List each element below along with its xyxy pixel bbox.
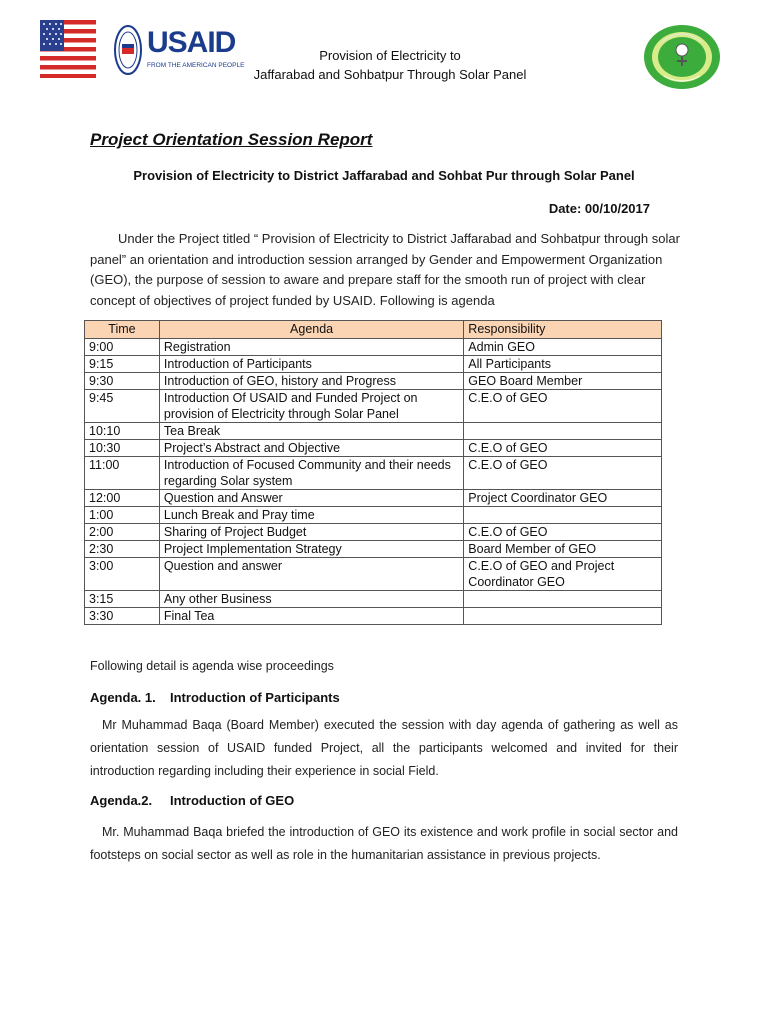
cell-responsibility: GEO Board Member [464, 373, 662, 390]
cell-time: 10:30 [85, 440, 160, 457]
cell-agenda: Sharing of Project Budget [159, 524, 463, 541]
cell-agenda: Introduction of Focused Community and their needs regarding Solar system [159, 457, 463, 490]
cell-responsibility: All Participants [464, 356, 662, 373]
cell-agenda: Any other Business [159, 591, 463, 608]
cell-time: 9:45 [85, 390, 160, 423]
header-title [240, 46, 540, 84]
cell-agenda: Project Implementation Strategy [159, 541, 463, 558]
table-row [85, 339, 662, 356]
table-row [85, 373, 662, 390]
section-heading-1 [90, 690, 340, 705]
cell-responsibility [464, 608, 662, 625]
section-heading-2 [90, 793, 294, 808]
report-date: Date: 00/10/2017 [548, 201, 650, 216]
cell-time: 9:30 [85, 373, 160, 390]
report-title: Project Orientation Session Report [90, 130, 373, 149]
cell-responsibility: Board Member of GEO [464, 541, 662, 558]
cell-agenda: Project’s Abstract and Objective [159, 440, 463, 457]
table-row [85, 390, 662, 423]
section-number: Agenda. 1. [90, 690, 156, 705]
intro-paragraph [90, 229, 680, 311]
cell-responsibility: C.E.O of GEO [464, 524, 662, 541]
us-flag-logo [40, 20, 96, 78]
cell-time: 11:00 [85, 457, 160, 490]
cell-responsibility [464, 591, 662, 608]
report-subtitle: Provision of Electricity to District Jaffarabad and Sohbat Pur through Solar Panel [133, 168, 635, 183]
usaid-seal-icon [113, 22, 143, 78]
table-row [85, 490, 662, 507]
table-row [85, 558, 662, 591]
cell-time: 2:30 [85, 541, 160, 558]
section-title: Introduction of Participants [170, 690, 340, 705]
table-row [85, 524, 662, 541]
header-title-line2: Jaffarabad and Sohbatpur Through Solar Panel [253, 67, 527, 82]
cell-responsibility: Admin GEO [464, 339, 662, 356]
section-body-2: Mr. Muhammad Baqa briefed the introduction of GEO its existence and work profile in social sector and footsteps on social sector as well as role in the humanitarian assistance in previous projects. [90, 825, 678, 862]
cell-responsibility: Project Coordinator GEO [464, 490, 662, 507]
usaid-tagline: FROM THE AMERICAN PEOPLE [147, 62, 245, 69]
section-body-1: Mr Muhammad Baqa (Board Member) executed the session with day agenda of gathering as well as orientation session of USAID funded Project, all the participants welcomed and invited for their introduction regarding including their experience in social Field. [90, 718, 678, 778]
section-title: Introduction of GEO [170, 793, 295, 808]
cell-time: 1:00 [85, 507, 160, 524]
table-row [85, 541, 662, 558]
cell-responsibility: C.E.O of GEO [464, 440, 662, 457]
agenda-table [84, 320, 662, 625]
table-row [85, 356, 662, 373]
cell-agenda: Introduction of Participants [159, 356, 463, 373]
table-header-responsibility: Responsibility [464, 321, 662, 339]
table-row [85, 440, 662, 457]
cell-responsibility: C.E.O of GEO and Project Coordinator GEO [464, 558, 662, 591]
cell-agenda: Question and Answer [159, 490, 463, 507]
table-row [85, 591, 662, 608]
usaid-logo [113, 22, 245, 78]
table-row [85, 457, 662, 490]
cell-time: 3:30 [85, 608, 160, 625]
page-header [0, 0, 768, 100]
cell-time: 3:00 [85, 558, 160, 591]
cell-time: 12:00 [85, 490, 160, 507]
cell-agenda: Introduction of GEO, history and Progress [159, 373, 463, 390]
header-title-line1: Provision of Electricity to [319, 48, 461, 63]
section-number: Agenda.2. [90, 793, 153, 808]
cell-agenda: Introduction Of USAID and Funded Project on provision of Electricity through Solar Panel [159, 390, 463, 423]
cell-time: 2:00 [85, 524, 160, 541]
cell-responsibility: C.E.O of GEO [464, 457, 662, 490]
table-row [85, 608, 662, 625]
cell-time: 9:15 [85, 356, 160, 373]
cell-agenda: Registration [159, 339, 463, 356]
table-row [85, 423, 662, 440]
table-header-row [85, 321, 662, 339]
cell-responsibility [464, 507, 662, 524]
geo-logo [642, 24, 722, 90]
cell-time: 9:00 [85, 339, 160, 356]
intro-text: Under the Project titled “ Provision of Electricity to District Jaffarabad and Sohbatpur through solar panel” an orientation and introduction session arranged by Gender and Empowerment Organization (GEO), the purpose of session to aware and prepare staff for the smooth run of project with clear concept of objectives of project funded by USAID. Following is agenda [90, 231, 680, 308]
usaid-wordmark: USAID [147, 26, 236, 59]
cell-time: 3:15 [85, 591, 160, 608]
table-row [85, 507, 662, 524]
cell-agenda: Final Tea [159, 608, 463, 625]
cell-responsibility [464, 423, 662, 440]
cell-agenda: Question and answer [159, 558, 463, 591]
cell-agenda: Tea Break [159, 423, 463, 440]
cell-responsibility: C.E.O of GEO [464, 390, 662, 423]
cell-time: 10:10 [85, 423, 160, 440]
cell-agenda: Lunch Break and Pray time [159, 507, 463, 524]
table-header-agenda: Agenda [159, 321, 463, 339]
following-text: Following detail is agenda wise proceedings [90, 659, 334, 673]
table-header-time: Time [85, 321, 160, 339]
